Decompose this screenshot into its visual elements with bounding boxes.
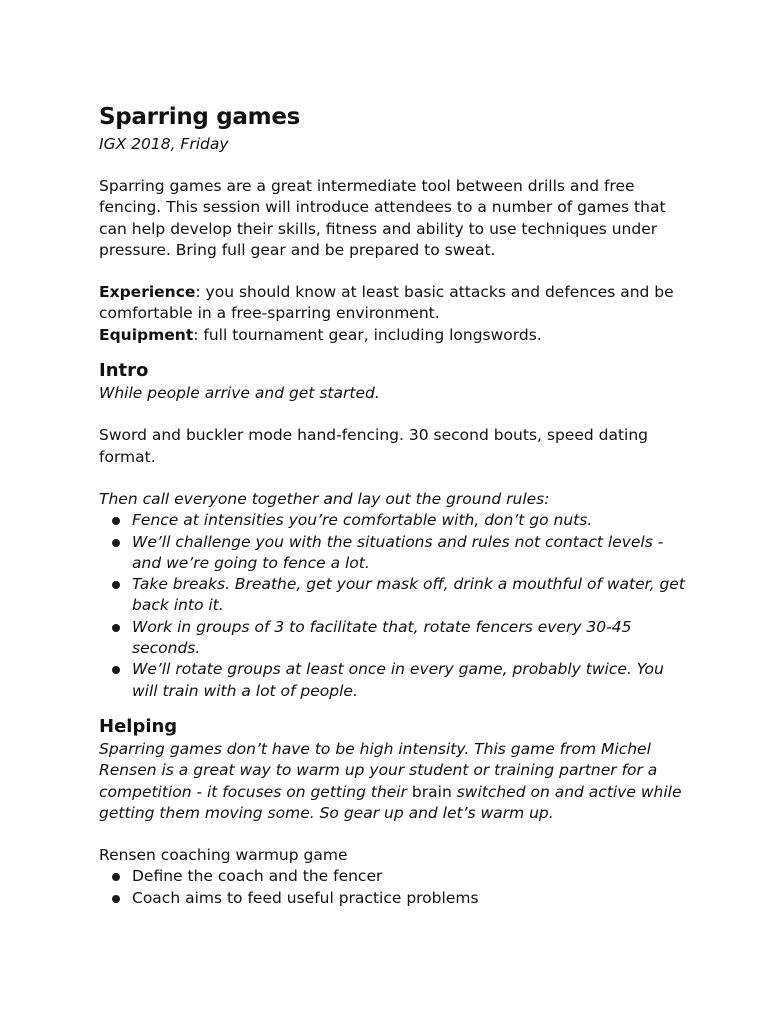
list-item bbox=[99, 532, 689, 575]
list-item-text: Take breaks. Breathe, get your mask off, drink a mouthful of water, get back into it. bbox=[132, 575, 685, 615]
list-item bbox=[99, 866, 689, 887]
rules-lead: Then call everyone together and lay out the ground rules: bbox=[99, 489, 550, 508]
spacer bbox=[99, 155, 689, 176]
equipment-line bbox=[99, 325, 689, 346]
list-item-text: Define the coach and the fencer bbox=[132, 867, 383, 886]
bullet-icon bbox=[112, 539, 120, 547]
intro-note: While people arrive and get started. bbox=[99, 384, 380, 403]
list-item bbox=[99, 617, 689, 660]
intro-heading: Intro bbox=[99, 360, 149, 382]
helping-description-plain: brain bbox=[411, 782, 452, 801]
experience-text: : you should know at least basic attacks and defences and be comfortable in a free-sparring environment. bbox=[99, 283, 674, 323]
game-steps-list bbox=[99, 866, 689, 909]
list-item bbox=[99, 510, 689, 531]
equipment-text: : full tournament gear, including longswords. bbox=[193, 325, 542, 344]
helping-heading: Helping bbox=[99, 715, 178, 737]
document-subtitle: IGX 2018, Friday bbox=[99, 135, 229, 153]
ground-rules-list bbox=[99, 510, 689, 702]
bullet-icon bbox=[112, 666, 120, 674]
helping-description-part1: Sparring games don’t have to be high intensity. This game from Michel Rensen is a great way to warm up your student or training partner for a competition - it focuses on getting their bbox=[99, 739, 658, 801]
bullet-icon bbox=[112, 873, 120, 881]
bullet-icon bbox=[112, 517, 120, 525]
intro-paragraph: Sparring games are a great intermediate tool between drills and free fencing. This session will introduce attendees to a number of games that can help develop their skills, fitness and ability to use techniques under pressure. Bring full gear and be prepared to sweat. bbox=[99, 177, 666, 259]
list-item-text: We’ll rotate groups at least once in every game, probably twice. You will train with a lot of people. bbox=[132, 660, 664, 700]
list-item-text: Work in groups of 3 to facilitate that, rotate fencers every 30-45 seconds. bbox=[132, 617, 632, 658]
list-item-text: We’ll challenge you with the situations and rules not contact levels - and we’re going to fence a lot. bbox=[132, 532, 664, 572]
helping-description-part2: switched on and active while getting them moving some. So gear up and let’s warm up. bbox=[99, 782, 682, 822]
list-item bbox=[99, 888, 689, 909]
spacer bbox=[99, 468, 689, 489]
spacer bbox=[99, 261, 689, 282]
document-page bbox=[99, 100, 689, 909]
spacer bbox=[99, 824, 689, 845]
intro-format-paragraph: Sword and buckler mode hand-fencing. 30 second bouts, speed dating format. bbox=[99, 426, 649, 466]
game-title: Rensen coaching warmup game bbox=[99, 846, 348, 865]
bullet-icon bbox=[112, 624, 120, 632]
list-item-text: Coach aims to feed useful practice problems bbox=[132, 888, 479, 907]
spacer bbox=[99, 404, 689, 425]
experience-line bbox=[99, 282, 689, 325]
list-item bbox=[99, 659, 689, 702]
experience-label: Experience bbox=[99, 283, 196, 302]
bullet-icon bbox=[112, 895, 120, 903]
list-item bbox=[99, 574, 689, 617]
list-item-text: Fence at intensities you’re comfortable with, don’t go nuts. bbox=[132, 511, 593, 530]
bullet-icon bbox=[112, 581, 120, 589]
document-title: Sparring games bbox=[99, 104, 301, 130]
helping-description bbox=[99, 739, 689, 824]
equipment-label: Equipment bbox=[99, 325, 194, 344]
